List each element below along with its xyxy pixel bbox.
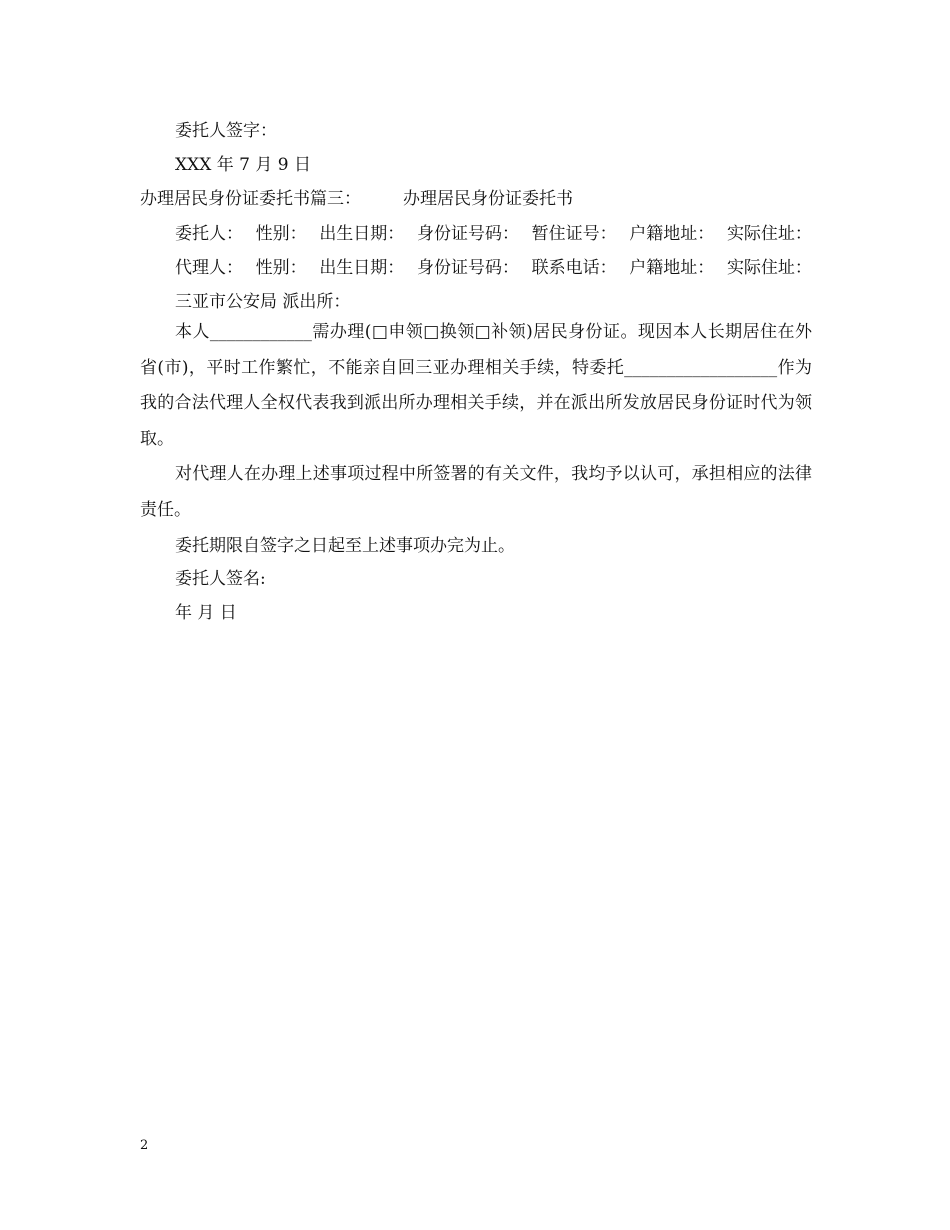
validity-paragraph: 委托期限自签字之日起至上述事项办完为止。 bbox=[175, 536, 515, 556]
closing-signature-label: 委托人签名: bbox=[175, 569, 266, 589]
field-principal: 委托人： bbox=[175, 224, 243, 244]
principal-signature-label: 委托人签字： bbox=[175, 121, 277, 141]
principal-fields-row bbox=[140, 223, 812, 245]
agent-fields-row bbox=[140, 257, 812, 279]
field-actual-address: 实际住址： bbox=[726, 258, 812, 278]
closing-date-label: 年 月 日 bbox=[175, 603, 237, 623]
field-gender: 性别： bbox=[255, 224, 307, 244]
field-birth-date: 出生日期： bbox=[319, 224, 405, 244]
addressee: 三亚市公安局 派出所： bbox=[175, 292, 351, 312]
signature-date: XXX 年 7 月 9 日 bbox=[175, 155, 311, 175]
field-phone: 联系电话： bbox=[531, 258, 617, 278]
field-birth-date: 出生日期： bbox=[319, 258, 405, 278]
field-id-number: 身份证号码： bbox=[416, 258, 519, 278]
field-gender: 性别： bbox=[255, 258, 307, 278]
field-residence-permit: 暂住证号： bbox=[531, 224, 617, 244]
section-heading bbox=[140, 188, 812, 210]
section-heading-title: 办理居民身份证委托书 bbox=[403, 189, 573, 209]
field-id-number: 身份证号码： bbox=[416, 224, 519, 244]
field-household-address: 户籍地址： bbox=[629, 224, 715, 244]
field-actual-address: 实际住址： bbox=[726, 224, 812, 244]
section-heading-prefix: 办理居民身份证委托书篇三： bbox=[140, 189, 361, 209]
acknowledgment-paragraph: 对代理人在办理上述事项过程中所签署的有关文件，我均予以认可，承担相应的法律责任。 bbox=[140, 464, 812, 520]
field-agent: 代理人： bbox=[175, 258, 243, 278]
page-number: 2 bbox=[140, 1138, 149, 1153]
field-household-address: 户籍地址： bbox=[629, 258, 715, 278]
authorization-paragraph: 本人____________需办理(□申领□换领□补领)居民身份证。现因本人长期居住在外省(市)，平时工作繁忙，不能亲自回三亚办理相关手续，特委托__________________作为我的合法代理人全权代表我到派出所办理相关手续，并在派出所发放居民身份证时代为领取。 bbox=[140, 322, 812, 449]
